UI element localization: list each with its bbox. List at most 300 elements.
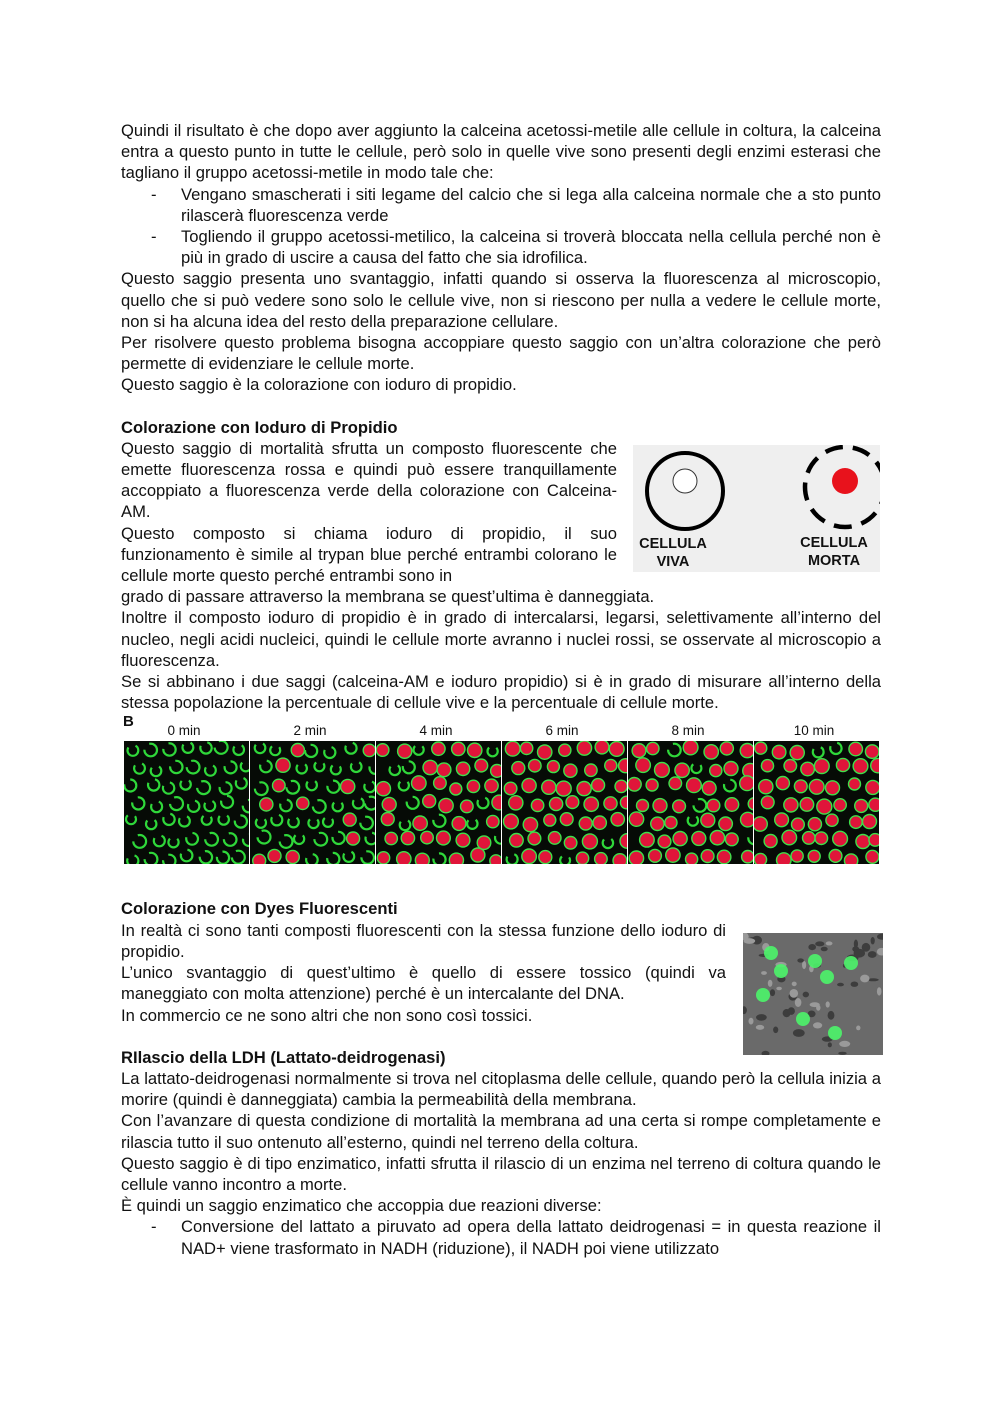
dead-cell — [665, 817, 677, 829]
live-cell — [361, 852, 374, 865]
dead-cell — [826, 781, 840, 795]
live-cell — [400, 820, 411, 831]
live-cell — [133, 835, 146, 848]
dead-cell — [548, 832, 561, 845]
live-cell — [294, 834, 304, 844]
live-cell — [256, 818, 266, 828]
dead-cell — [595, 741, 609, 754]
dead-cell — [504, 815, 519, 830]
cell-shape — [839, 1041, 850, 1047]
live-cell — [407, 797, 419, 809]
dead-cell — [439, 799, 453, 813]
live-cell — [258, 831, 271, 844]
dead-cell — [510, 834, 524, 848]
live-cell — [243, 834, 249, 846]
fluorescent-cell — [828, 1026, 842, 1040]
live-cell — [345, 743, 356, 754]
live-cell — [204, 801, 215, 812]
live-cell — [560, 856, 570, 865]
cell-shape — [761, 971, 767, 975]
dead-cell — [849, 778, 861, 790]
live-cell-nucleus — [673, 469, 697, 493]
dead-cell — [755, 742, 767, 754]
dead-cell — [582, 834, 597, 849]
cell-shape — [808, 944, 816, 950]
dead-cell — [564, 837, 577, 850]
cell-shape — [826, 941, 833, 945]
dead-cell — [719, 817, 733, 831]
paragraph: La lattato-deidrogenasi normalmente si trova nel citoplasma delle cellule, quando però la cellula inizia a morire (quindi è danneggiata) cambia la permeabilità della membrana. — [121, 1068, 881, 1110]
dead-cell — [701, 814, 715, 828]
cell-shape — [877, 987, 882, 995]
live-cell — [180, 780, 190, 790]
live-cell — [260, 761, 272, 773]
paragraph: grado di passare attraverso la membrana se quest’ultima è danneggiata. — [121, 587, 655, 607]
dead-cell — [673, 800, 686, 813]
live-cell — [370, 763, 376, 775]
dead-cell — [649, 850, 662, 863]
live-cell — [365, 797, 375, 810]
live-cell — [433, 854, 445, 865]
dead-cell — [710, 765, 722, 777]
dead-cell — [253, 855, 266, 865]
paragraph: Con l’avanzare di questa condizione di mortalità la membrana ad una certa si rompe completamente e rilascia tutto il suo ontenuto all’esterno, quindi nel terreno della coltura. — [121, 1111, 881, 1152]
dead-cell — [401, 832, 414, 845]
paragraph: L’unico svantaggio di quest’ultimo è quello di essere tossico (quindi va maneggiato con molta attenzione) perché è un intercalante del DNA. — [121, 963, 726, 1004]
dead-cell — [692, 832, 706, 846]
cell-shape — [877, 934, 883, 940]
dead-cell — [740, 776, 753, 791]
cell-shape — [803, 992, 809, 998]
dead-cell — [376, 744, 389, 757]
dead-cell — [560, 813, 573, 826]
dead-cell — [791, 850, 803, 862]
live-cell — [327, 853, 339, 864]
dead-cell — [341, 780, 355, 794]
paragraph: In realtà ci sono tanti composti fluorescenti con la stessa funzione dello ioduro di propidio. — [121, 920, 726, 961]
live-cell — [134, 763, 145, 774]
live-cell — [280, 800, 292, 812]
dead-cell — [620, 834, 627, 849]
section-heading: Colorazione con Ioduro di Propidio — [121, 417, 398, 437]
dead-cell — [475, 760, 488, 773]
time-lapse-figure — [121, 713, 881, 881]
dead-cell — [808, 818, 821, 831]
dead-cell — [505, 742, 520, 757]
dead-cell — [522, 849, 537, 864]
cell-shape — [776, 987, 782, 990]
dead-cell — [784, 798, 798, 812]
dead-cell — [490, 855, 501, 864]
live-cell — [478, 798, 489, 809]
dead-cell — [720, 742, 733, 755]
dead-cell — [866, 781, 879, 795]
dead-cell — [666, 848, 680, 862]
cells-svg — [628, 741, 753, 864]
live-cell — [313, 801, 326, 814]
live-cell — [668, 744, 681, 757]
dead-cell — [421, 832, 434, 845]
live-cell — [220, 783, 232, 795]
dead-cell — [856, 835, 870, 849]
dead-cell — [423, 761, 437, 775]
fluorescent-cell — [796, 1012, 810, 1026]
dead-cell — [704, 745, 718, 759]
dead-cell — [647, 743, 659, 755]
dead-cell — [452, 743, 465, 756]
live-cell — [351, 762, 362, 773]
fluorescent-cell — [756, 988, 770, 1002]
microscopy-panel — [124, 741, 249, 864]
live-cell — [306, 855, 318, 865]
paragraph: Se si abbinano i due saggi (calceina-AM e ioduro propidio) si è in grado di misurare all’interno della stessa popolazione la percentuale di cellule vive e la percentuale di cellule morte. — [121, 672, 881, 713]
live-cell — [488, 747, 498, 757]
dead-cell — [577, 741, 591, 755]
timepoint-label: 8 min — [671, 723, 705, 739]
live-cell — [148, 780, 159, 791]
cell-shape — [821, 947, 828, 952]
dead-cell — [761, 796, 774, 809]
dead-cell — [619, 759, 628, 773]
live-cell — [364, 782, 375, 793]
live-cell — [183, 743, 194, 754]
dead-cell — [397, 852, 411, 864]
dead-cell — [687, 778, 702, 793]
dead-cell — [865, 745, 879, 759]
dead-cell — [636, 758, 651, 773]
dead-cell — [529, 760, 542, 773]
live-cell — [507, 854, 518, 864]
live-cell — [126, 815, 136, 825]
dead-cell — [528, 833, 541, 846]
paragraph: Quindi il risultato è che dopo aver aggiunto la calceina acetossi-metile alle cellule in coltura, la calceina entra a questo punto in tutte le cellule, però solo in quelle vive sono presenti degli enzimi esterasi che tagliano il gruppo acetossi-metile in modo tale che: — [121, 121, 881, 183]
dead-cell — [754, 817, 767, 831]
dead-cell — [611, 813, 624, 826]
cell-shape — [856, 1026, 860, 1031]
dead-cell — [547, 761, 559, 773]
live-cell — [324, 747, 335, 758]
paragraph: Per risolvere questo problema bisogna accoppiare questo saggio con un’altra colorazione che però permette di evidenziare le cellule morte. — [121, 333, 881, 374]
dead-cell — [834, 799, 846, 811]
dead-cell — [539, 851, 552, 864]
cell-shape — [828, 1042, 832, 1047]
fluorescent-cell — [764, 946, 778, 960]
dead-cell — [620, 797, 627, 810]
dead-cell — [775, 813, 789, 827]
fluorescent-cell — [820, 970, 834, 984]
dead-cell — [531, 800, 543, 812]
live-cell — [154, 836, 165, 847]
cell-shape — [790, 989, 799, 998]
dead-cell — [815, 832, 828, 845]
live-cell — [217, 852, 229, 864]
live-cell — [128, 745, 139, 756]
dead-cell — [853, 759, 868, 774]
timepoint-label: 4 min — [419, 723, 453, 739]
live-cell — [187, 761, 200, 774]
dead-cell — [576, 853, 588, 865]
cell-shape — [837, 983, 844, 987]
cells-svg — [250, 741, 375, 864]
cell-shape — [851, 982, 859, 987]
paragraph: È quindi un saggio enzimatico che accoppia due reazioni diverse: — [121, 1196, 602, 1216]
live-cell — [146, 819, 156, 829]
dead-cell — [836, 759, 849, 772]
dead-cell — [833, 832, 848, 847]
dead-cell — [849, 743, 863, 757]
cell-shape — [868, 951, 877, 958]
dead-cell — [740, 744, 753, 758]
dead-cell — [291, 744, 304, 757]
live-cell — [688, 816, 698, 826]
dead-cell — [566, 796, 579, 809]
live-cell — [308, 818, 318, 828]
micrograph-svg — [743, 933, 883, 1055]
microscopy-panel — [754, 741, 879, 864]
cells-svg — [376, 741, 501, 864]
dead-cell — [522, 779, 536, 793]
live-cell — [288, 817, 299, 828]
dead-cell — [784, 760, 797, 773]
dead-cell — [434, 777, 447, 790]
dead-cell — [485, 780, 498, 793]
dead-cell-label: CELLULA MORTA — [800, 535, 868, 569]
live-cell — [495, 833, 501, 845]
dead-cell — [702, 782, 716, 796]
dead-cell — [817, 800, 832, 815]
cells-svg — [124, 741, 249, 864]
live-cell — [151, 766, 162, 777]
live-cell — [255, 743, 266, 754]
dead-cell — [707, 800, 720, 813]
live-cell — [163, 744, 175, 756]
dead-cell — [748, 798, 753, 810]
live-cell — [144, 744, 157, 757]
cell-shape — [860, 975, 869, 983]
live-cell — [390, 765, 401, 776]
dead-cell — [742, 851, 753, 863]
dead-cell — [725, 798, 739, 812]
fluorescent-cell — [808, 954, 822, 968]
live-cell — [224, 834, 237, 847]
cell-shape — [854, 949, 865, 958]
dead-cell — [585, 764, 597, 776]
live-cell — [360, 817, 373, 830]
microscopy-panel — [628, 741, 753, 864]
dead-cell — [808, 851, 820, 863]
dead-cell — [456, 834, 470, 848]
dead-cell — [343, 814, 356, 827]
list-item: - Vengano smascherati i siti legame del calcio che si lega alla calceina normale che a sto punto rilascerà fluorescenza verde — [151, 184, 881, 225]
dead-cell — [593, 816, 606, 829]
live-cell — [403, 762, 415, 774]
dead-cell — [592, 779, 605, 792]
dead-cell — [286, 851, 299, 864]
live-cell — [163, 814, 174, 825]
timepoint-label: 10 min — [793, 723, 835, 739]
dead-cell — [577, 782, 591, 796]
dead-cell — [653, 799, 667, 813]
paragraph: Questo composto si chiama ioduro di propidio, il suo funzionamento è simile al trypan blue perché entrambi colorano le cellule morte questo perché entrambi sono in — [121, 523, 617, 586]
dead-cell — [628, 778, 641, 792]
live-cell — [221, 796, 233, 808]
microscopy-panel — [250, 741, 375, 864]
cell-shape — [792, 982, 797, 987]
live-cell — [235, 816, 247, 828]
cell-shape — [826, 1001, 830, 1007]
live-cell — [333, 802, 343, 812]
cell-shape — [877, 948, 883, 956]
dead-cell — [655, 763, 670, 778]
dead-cell — [850, 816, 863, 829]
dead-cell — [866, 851, 879, 864]
live-cell — [151, 802, 162, 813]
dead-cell — [809, 780, 824, 795]
dead-cell — [613, 854, 627, 864]
live-cell — [205, 833, 218, 846]
dead-cell — [869, 834, 879, 847]
live-cell — [280, 836, 293, 849]
live-cell — [241, 762, 249, 772]
dead-cell — [776, 777, 789, 790]
dead-cell — [609, 742, 624, 757]
live-cell — [297, 764, 307, 774]
dead-cell — [629, 812, 643, 826]
dead-cell — [632, 744, 646, 758]
fluorescent-dyes-micrograph — [743, 933, 883, 1055]
live-cell — [170, 798, 183, 811]
live-cell — [186, 833, 198, 845]
dead-cell — [412, 776, 427, 791]
dead-cell — [800, 798, 814, 812]
cell-shape — [797, 958, 804, 962]
live-cell — [243, 800, 249, 812]
cell-shape — [795, 998, 802, 1007]
live-cell — [205, 765, 216, 776]
dead-cell — [512, 762, 525, 775]
live-cell — [219, 815, 229, 825]
live-cell — [724, 780, 736, 792]
live-cell — [163, 855, 175, 864]
cell-shape — [768, 980, 773, 987]
dead-cell — [423, 795, 436, 808]
dead-cell — [437, 832, 451, 846]
dead-cell — [492, 796, 501, 811]
cell-shape — [773, 1027, 778, 1034]
dead-cell — [273, 780, 286, 793]
cell-shape — [813, 1022, 822, 1028]
dead-cell — [398, 745, 412, 759]
dead-cell — [658, 836, 671, 849]
dead-cell — [724, 762, 738, 776]
dead-cell — [782, 831, 797, 846]
paragraph: Questo saggio di mortalità sfrutta un composto fluorescente che emette fluorescenza rossa e quindi può essere tranquillamente accoppiato a fluorescenza verde della colorazione con Calceina-AM. — [121, 438, 617, 522]
dead-cell — [377, 852, 389, 864]
dead-cell — [844, 854, 857, 864]
microscopy-panel — [376, 741, 501, 864]
cell-shape — [815, 941, 824, 946]
live-cell — [691, 764, 701, 774]
live-cell — [270, 746, 280, 756]
paragraph: Inoltre il composto ioduro di propidio è in grado di intercalarsi, legarsi, selettivamente all’interno del nucleo, negli acidi nucleici, quindi le cellule morte avranno i nuclei rossi, se osservate al microscopio a fluorescenza. — [121, 608, 881, 670]
live-cell — [694, 799, 707, 812]
live-cell — [327, 781, 339, 793]
live-cell — [333, 832, 345, 844]
dead-cell — [675, 764, 689, 778]
dead-cell — [673, 832, 687, 846]
live-cell — [414, 745, 424, 755]
dead-cell — [564, 765, 577, 778]
dead-cell — [863, 815, 877, 829]
dead-cell — [579, 817, 592, 830]
dead-cell — [803, 832, 816, 845]
dead-cell — [584, 797, 598, 811]
dead-cell — [415, 854, 429, 865]
live-cell — [233, 745, 244, 756]
cell-shape — [838, 1052, 846, 1055]
list-item: - Togliendo il gruppo acetossi-metilico, la calceina si troverà bloccata nella cellula perché non è più in grado di uscire a causa del fatto che sia idrofilica. — [151, 227, 881, 268]
dead-cell — [651, 818, 664, 831]
cells-svg — [502, 741, 627, 864]
dead-cell — [556, 782, 571, 797]
live-cell — [271, 815, 282, 826]
dead-cell-nucleus — [832, 468, 858, 494]
dead-cell — [538, 745, 552, 759]
dead-cell — [382, 798, 396, 812]
live-cell — [399, 781, 409, 791]
dead-cell — [686, 854, 698, 865]
live-cell — [830, 743, 841, 754]
dead-cell — [794, 780, 807, 793]
figure-panel-label: B — [123, 713, 134, 731]
dead-cell — [260, 798, 273, 811]
live-cell — [305, 745, 317, 757]
live-cell — [343, 852, 354, 863]
dead-cell — [363, 745, 375, 757]
live-cell — [202, 815, 212, 825]
live-cell — [433, 815, 445, 827]
document-page — [121, 120, 881, 1259]
dead-cell — [764, 835, 777, 848]
dead-cell — [790, 746, 804, 760]
section-heading: RIlascio della LDH (Lattato-deidrogenasi) — [121, 1047, 446, 1067]
live-cell — [215, 741, 228, 754]
dead-cell — [792, 819, 805, 832]
timepoint-label: 2 min — [293, 723, 327, 739]
dead-cell — [772, 746, 786, 760]
dead-cell — [741, 813, 754, 828]
microscopy-panel — [502, 741, 627, 864]
live-cell — [286, 781, 299, 794]
dead-cell — [640, 833, 655, 848]
dead-cell — [432, 742, 445, 755]
dead-cell — [461, 801, 474, 814]
live-cell — [127, 856, 138, 865]
dead-cell — [376, 782, 390, 796]
dead-cell — [276, 759, 290, 773]
dead-cell — [385, 833, 397, 845]
cell-shape — [756, 1014, 767, 1021]
dead-cell — [437, 763, 451, 777]
live-cell — [124, 780, 136, 792]
dead-cell — [759, 780, 773, 794]
paragraph: Questo saggio presenta uno svantaggio, infatti quando si osserva la fluorescenza al microscopio, quello che si può vedere sono solo le cellule vive, non si riescono per nulla a vedere le cellule morte, non si ha alcuna idea del resto della preparazione cellulare. — [121, 269, 881, 331]
cell-shape — [770, 989, 775, 996]
dead-cell — [456, 763, 469, 776]
dead-cell — [471, 848, 485, 862]
dead-cell — [829, 850, 842, 863]
live-cell — [145, 853, 158, 864]
